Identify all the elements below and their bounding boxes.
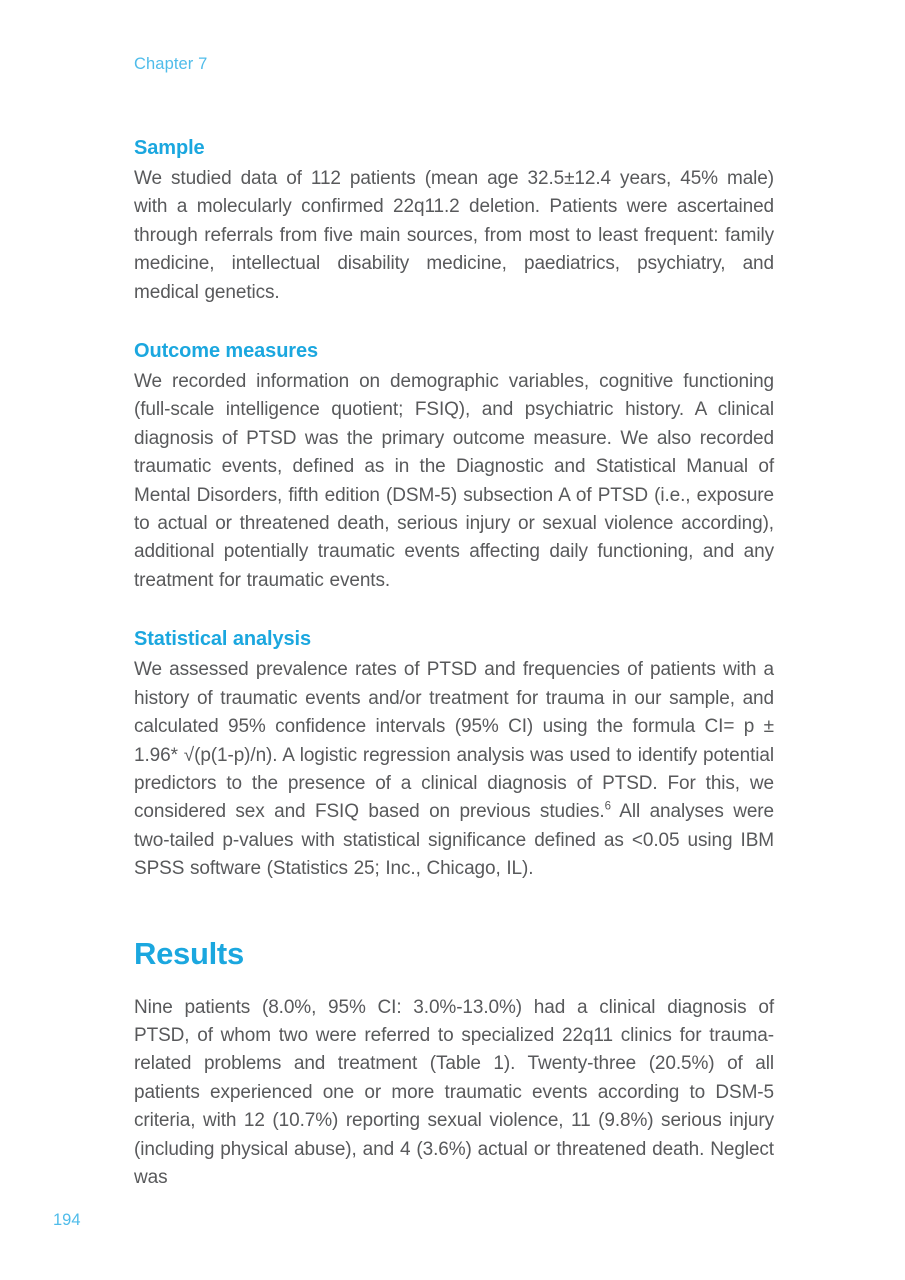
running-header-chapter: Chapter 7 (134, 55, 208, 73)
page-number: 194 (53, 1211, 81, 1229)
section-results (134, 936, 774, 1193)
page-content (134, 138, 774, 1192)
statistical-analysis-paragraph (134, 656, 774, 883)
outcome-measures-paragraph: We recorded information on demographic variables, cognitive functioning (full-scale intelligence quotient; FSIQ), and psychiatric history. A clinical diagnosis of PTSD was the primary outcome measure. We also recorded traumatic events, defined as in the Diagnostic and Statistical Manual of Mental Disorders, fifth edition (DSM-5) subsection A of PTSD (i.e., exposure to actual or threatened death, serious injury or sexual violence according), additional potentially traumatic events affecting daily functioning, and any treatment for traumatic events. (134, 371, 774, 591)
section-heading-statistical-analysis: Statistical analysis (134, 628, 311, 651)
section-heading-sample: Sample (134, 137, 205, 159)
statistical-analysis-text-start: We assessed prevalence rates of PTSD and frequencies of patients with a history of traumatic events and/or treatment for trauma in our sample, and calculated 95% confidence intervals (95% CI) using the formula CI= p ± 1.96* √(p(1-p)/n). A logistic regression analysis was used to identify potential predictors to the presence of a clinical diagnosis of PTSD. For this, we considered sex and FSIQ based on previous studies. (134, 659, 774, 823)
section-heading-outcome-measures: Outcome measures (134, 340, 319, 363)
statistical-analysis-text-end: All analyses were two-tailed p-values with statistical significance defined as <0.05 using IBM SPSS software (Statistics 25; Inc., Chicago, IL). (134, 801, 774, 880)
results-heading: Results (134, 935, 244, 971)
section-outcome-measures (134, 341, 774, 595)
sample-paragraph: We studied data of 112 patients (mean age 32.5±12.4 years, 45% male) with a molecularly confirmed 22q11.2 deletion. Patients were ascertained through referrals from five main sources, from most to least frequent: family medicine, intellectual disability medicine, paediatrics, psychiatry, and medical genetics. (134, 168, 774, 303)
section-sample (134, 138, 774, 307)
section-statistical-analysis (134, 629, 774, 883)
results-paragraph: Nine patients (8.0%, 95% CI: 3.0%-13.0%) had a clinical diagnosis of PTSD, of whom two were referred to specialized 22q11 clinics for trauma-related problems and treatment (Table 1). Twenty-three (20.5%) of all patients experienced one or more traumatic events according to DSM-5 criteria, with 12 (10.7%) reporting sexual violence, 11 (9.8%) serious injury (including physical abuse), and 4 (3.6%) actual or threatened death. Neglect was (134, 996, 774, 1188)
reference-superscript: 6 (604, 800, 611, 813)
